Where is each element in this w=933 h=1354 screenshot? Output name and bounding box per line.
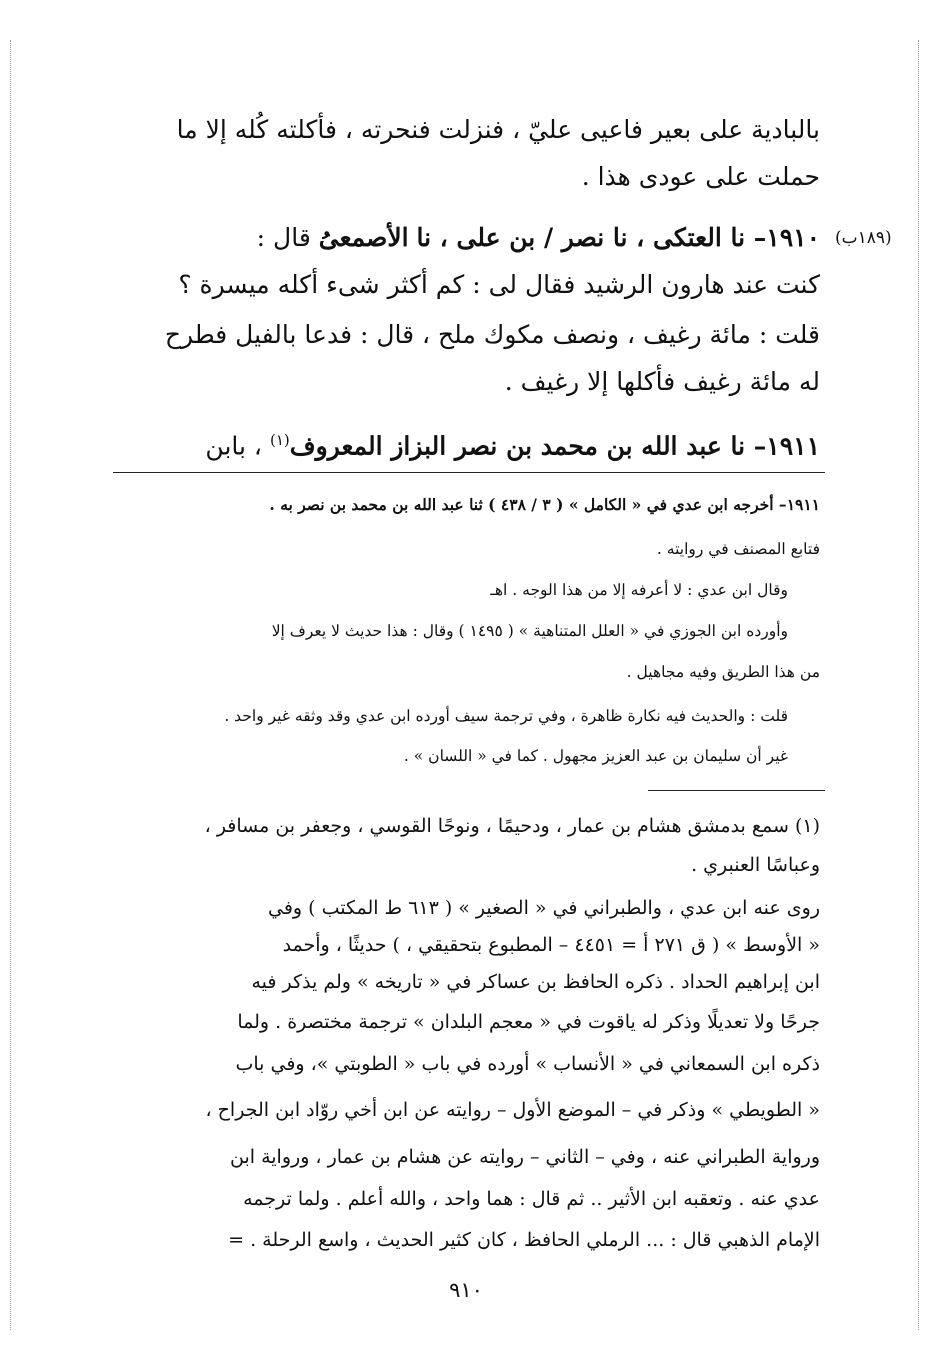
hadith-1910-tail: قال : bbox=[256, 223, 311, 252]
main-text-line-2: حملت على عودى هذا . bbox=[581, 162, 820, 191]
takhrij-line-7: غير أن سليمان بن عبد العزيز مجهول . كما في « اللسان » . bbox=[403, 747, 788, 765]
main-text-line-5: قلت : مائة رغيف ، ونصف مكوك ملح ، قال : فدعا بالفيل فطرح bbox=[164, 320, 820, 349]
main-text-line-4: كنت عند هارون الرشيد فقال لى : كم أكثر شىء أكله ميسرة ؟ bbox=[178, 270, 820, 299]
takhrij-line-2: فتابع المصنف في روايته . bbox=[656, 540, 820, 558]
hadith-1911-number: ١٩١١ bbox=[766, 431, 820, 461]
footnote-ref-1: (١) bbox=[269, 431, 290, 449]
footnote-1-line-8: « الطويطي » وذكر في – الموضع الأول – روايته عن ابن أخي روّاد ابن الجراح ، bbox=[205, 1099, 820, 1121]
footnote-1-line-11: الإمام الذهبي قال : ... الرملي الحافظ ، كان كثير الحديث ، واسع الرحلة . = bbox=[228, 1229, 820, 1251]
hadith-1910-number: ١٩١٠ bbox=[766, 223, 820, 252]
takhrij-line-4: وأورده ابن الجوزي في « العلل المتناهية » ( ١٤٩٥ ) وقال : هذا حديث لا يعرف إلا bbox=[271, 622, 788, 640]
hadith-1910-line bbox=[108, 218, 820, 258]
manuscript-folio-note: (١٨٩ب) bbox=[835, 228, 892, 248]
main-text-line-1: بالبادية على بعير فاعيى عليّ ، فنزلت فنحرته ، فأكلته كُله إلا ما bbox=[176, 115, 820, 144]
hadith-1911-tail: ، بابن bbox=[205, 431, 263, 461]
footnote-1-line-3: روى عنه ابن عدي ، والطبراني في « الصغير » ( ٦١٣ ط المكتب ) وفي bbox=[267, 897, 820, 919]
footnote-1-line-1: (١) سمع بدمشق هشام بن عمار ، ودحيمًا ، ونوحًا القوسي ، وجعفر بن مسافر ، bbox=[204, 815, 820, 837]
footnote-1-line-6: جرحًا ولا تعديلًا وذكر له ياقوت في « معجم البلدان » ترجمة مختصرة . ولما bbox=[237, 1011, 820, 1033]
footnote-1-line-4: « الأوسط » ( ق ٢٧١ أ = ٤٤٥١ – المطبوع بتحقيقي ، ) حديثًا ، وأحمد bbox=[282, 934, 820, 956]
footnote-separator-2 bbox=[648, 790, 825, 791]
hadith-1911-line bbox=[108, 420, 820, 466]
takhrij-line-5: من هذا الطريق وفيه مجاهيل . bbox=[626, 663, 820, 681]
hadith-1911-isnad: – نا عبد الله بن محمد بن نصر البزاز المعروف bbox=[289, 431, 767, 461]
footnote-1-line-5: ابن إبراهيم الحداد . ذكره الحافظ بن عساكر في « تاريخه » ولم يذكر فيه bbox=[251, 971, 820, 993]
footnote-1-line-2: وعباسًا العنبري . bbox=[691, 854, 820, 876]
margin-guide-left bbox=[10, 40, 11, 1330]
footnote-1-line-9: ورواية الطبراني عنه ، وفي – الثاني – روايته عن هشام بن عمار ، ورواية ابن bbox=[230, 1146, 820, 1168]
main-text-line-6: له مائة رغيف فأكلها إلا رغيف . bbox=[504, 367, 820, 396]
takhrij-line-1: ١٩١١– أخرجه ابن عدي في « الكامل » ( ٣ / ٤٣٨ ) ثنا عبد الله بن محمد بن نصر به . bbox=[269, 495, 820, 514]
footnote-1-line-7: ذكره ابن السمعاني في « الأنساب » أورده في باب « الطوبتي »، وفي باب bbox=[235, 1053, 820, 1075]
takhrij-line-6: قلت : والحديث فيه نكارة ظاهرة ، وفي ترجمة سيف أورده ابن عدي وقد وثقه غير واحد . bbox=[224, 707, 788, 725]
footnote-1-line-10: عدي عنه . وتعقبه ابن الأثير .. ثم قال : هما واحد ، والله أعلم . ولما ترجمه bbox=[243, 1188, 820, 1210]
takhrij-line-3: وقال ابن عدي : لا أعرفه إلا من هذا الوجه . اهـ bbox=[490, 581, 788, 599]
margin-guide-right bbox=[918, 40, 919, 1330]
hadith-1910-isnad: – نا العتكى ، نا نصر / بن على ، نا bbox=[416, 223, 767, 252]
footnote-separator-1 bbox=[113, 472, 825, 473]
hadith-1910-narrator: الأصمعىُ bbox=[318, 223, 409, 252]
page-number: ٩١٠ bbox=[449, 1278, 483, 1302]
